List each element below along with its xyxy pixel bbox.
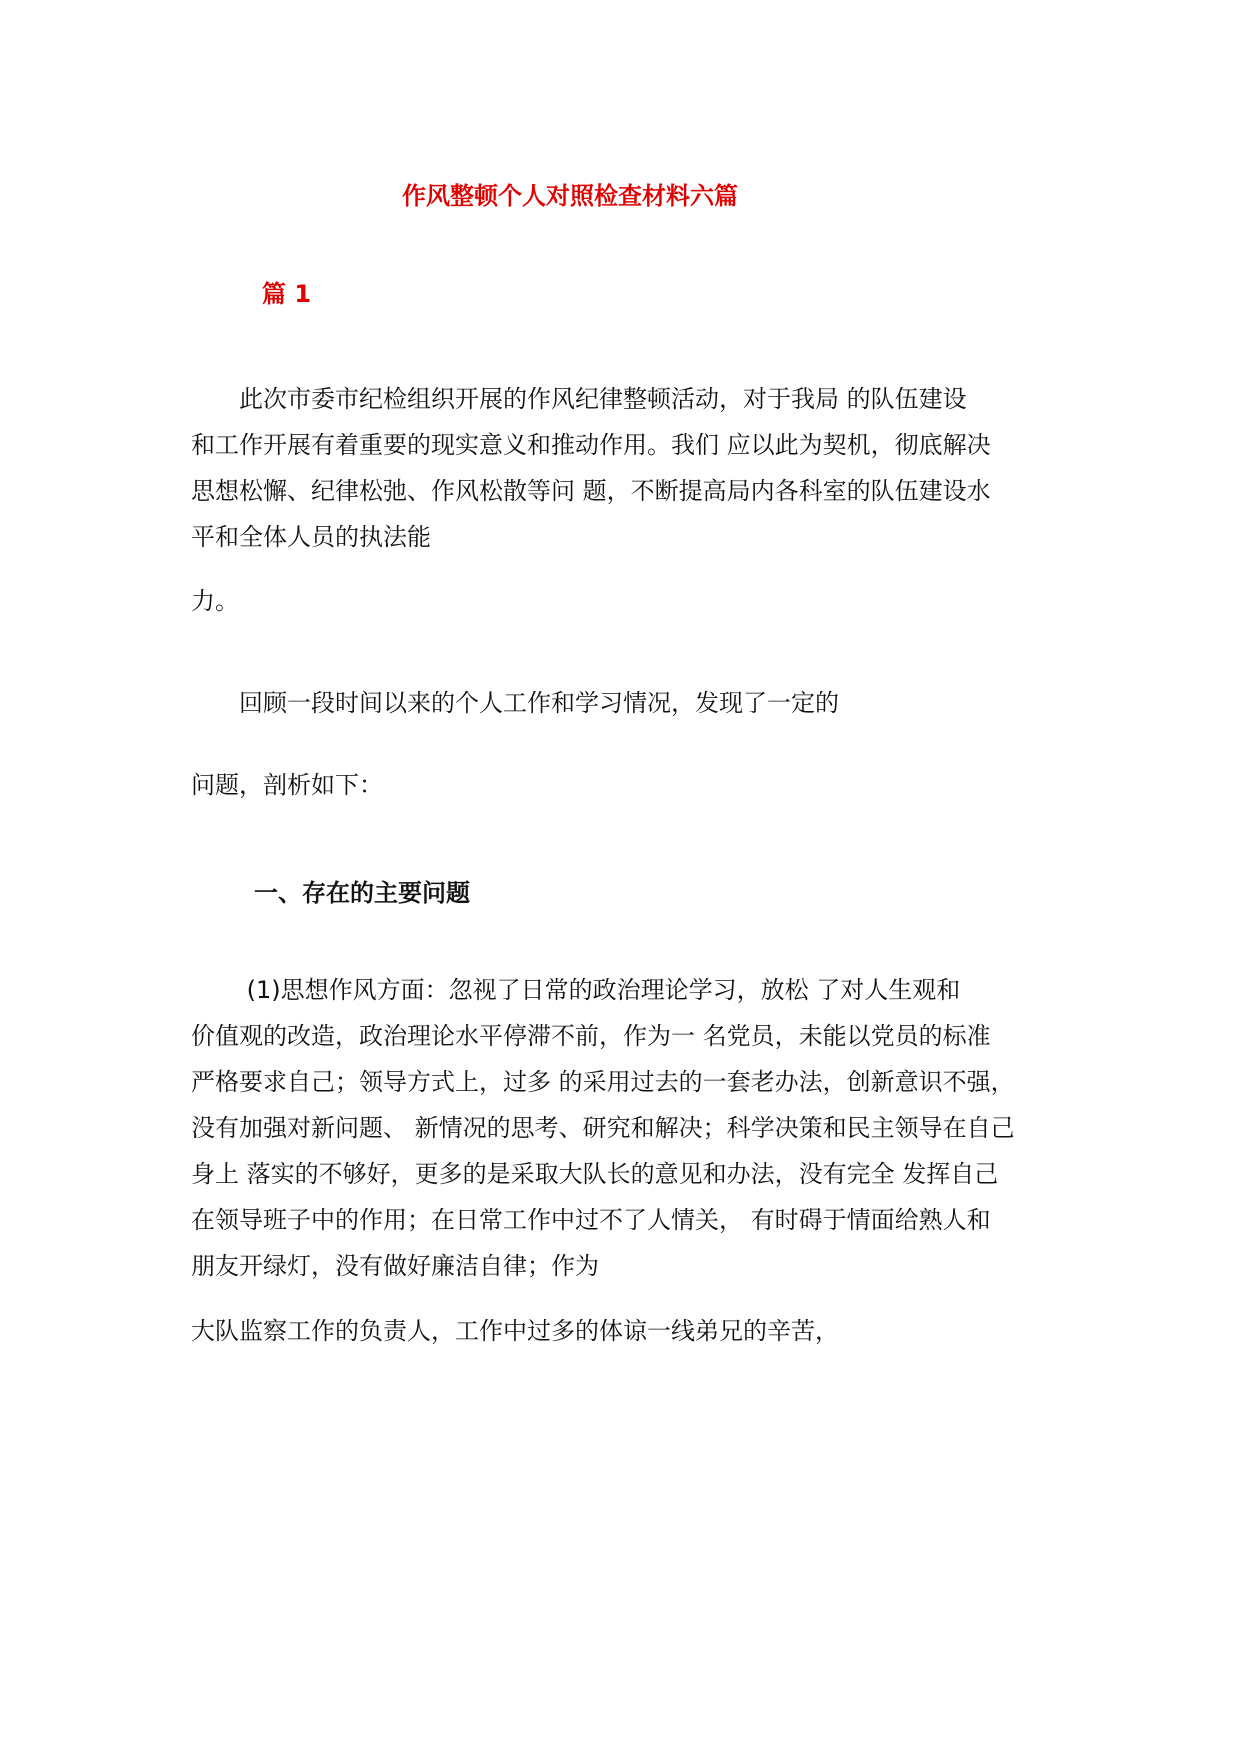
paragraph-line: 平和全体人员的执法能 <box>191 523 431 551</box>
paragraph-line: 和工作开展有着重要的现实意义和推动作用。我们 应以此为契机，彻底解决 <box>191 431 991 459</box>
paragraph-problems-tail: 大队监察工作的负责人，工作中过多的体谅一线弟兄的辛苦， <box>191 1317 839 1345</box>
paragraph-line: 此次市委市纪检组织开展的作风纪律整顿活动，对于我局 的队伍建设 <box>191 385 967 413</box>
paragraph-intro <box>191 376 1061 560</box>
paragraph-line: 思想松懈、纪律松弛、作风松散等问 题，不断提高局内各科室的队伍建设水 <box>191 477 991 505</box>
paragraph-line: 在领导班子中的作用；在日常工作中过不了人情关， 有时碍于情面给熟人和 <box>191 1206 991 1234</box>
paragraph-problems <box>191 967 1061 1289</box>
paragraph-line: (1)思想作风方面：忽视了日常的政治理论学习，放松 了对人生观和 <box>191 976 961 1004</box>
paragraph-review: 回顾一段时间以来的个人工作和学习情况，发现了一定的 <box>191 689 839 717</box>
paragraph-line: 朋友开绿灯，没有做好廉洁自律；作为 <box>191 1252 599 1280</box>
section-heading: 一、存在的主要问题 <box>254 879 470 907</box>
paragraph-line: 没有加强对新问题、 新情况的思考、研究和解决；科学决策和民主领导在自己 <box>191 1114 1015 1142</box>
paragraph-intro-tail: 力。 <box>191 587 239 615</box>
chapter-label: 篇 1 <box>262 280 312 308</box>
document-title: 作风整顿个人对照检查材料六篇 <box>402 182 738 210</box>
paragraph-line: 严格要求自己；领导方式上，过多 的采用过去的一套老办法，创新意识不强， <box>191 1068 1015 1096</box>
paragraph-line: 价值观的改造，政治理论水平停滞不前，作为一 名党员，未能以党员的标准 <box>191 1022 991 1050</box>
paragraph-line: 身上 落实的不够好，更多的是采取大队长的意见和办法，没有完全 发挥自己 <box>191 1160 999 1188</box>
paragraph-review-tail: 问题，剖析如下： <box>191 771 383 799</box>
